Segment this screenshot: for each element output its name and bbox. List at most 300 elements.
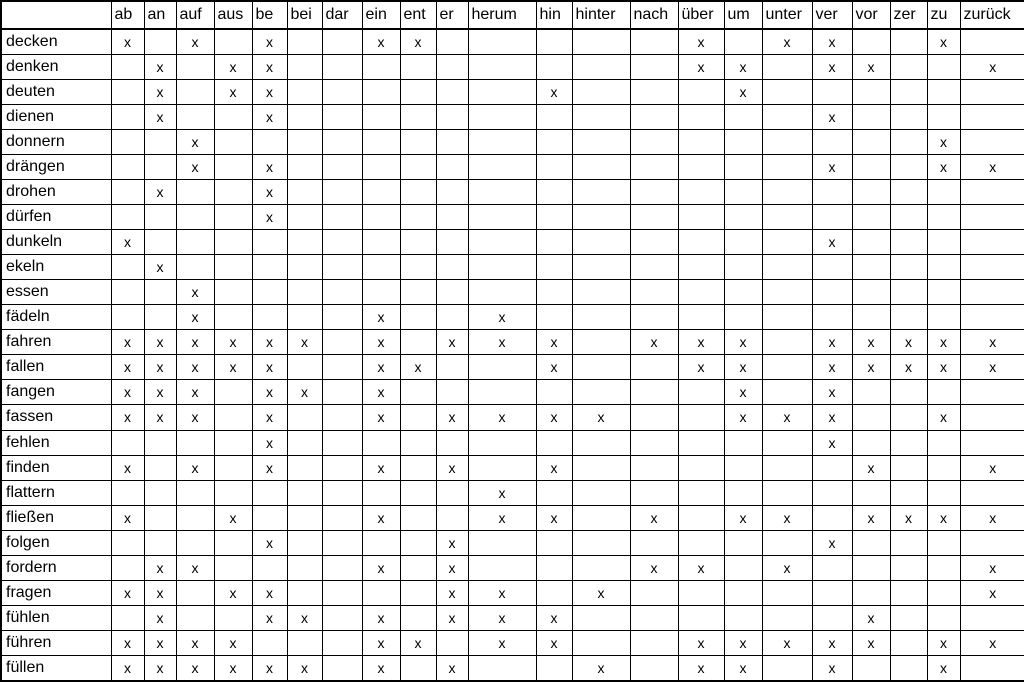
mark-cell	[176, 179, 214, 204]
verb-label: führen	[1, 631, 111, 656]
mark-cell	[630, 179, 678, 204]
mark-cell	[890, 230, 927, 255]
mark-cell	[572, 631, 630, 656]
mark-cell	[252, 255, 287, 280]
table-row	[1, 79, 1024, 104]
mark-cell	[287, 305, 322, 330]
mark-cell	[724, 305, 762, 330]
mark-cell	[812, 580, 852, 605]
mark-cell	[287, 530, 322, 555]
prefix-header-15: um	[724, 1, 762, 29]
table-row	[1, 605, 1024, 630]
mark-cell	[468, 129, 536, 154]
mark-cell: x	[812, 656, 852, 681]
mark-cell	[572, 455, 630, 480]
mark-cell: x	[572, 656, 630, 681]
mark-cell	[927, 430, 960, 455]
prefix-header-2: auf	[176, 1, 214, 29]
mark-cell	[572, 54, 630, 79]
mark-cell	[724, 580, 762, 605]
mark-cell: x	[724, 380, 762, 405]
mark-cell	[762, 305, 812, 330]
mark-cell	[536, 580, 572, 605]
mark-cell	[630, 204, 678, 229]
mark-cell	[322, 179, 362, 204]
mark-cell	[630, 104, 678, 129]
mark-cell	[536, 380, 572, 405]
mark-cell	[572, 305, 630, 330]
mark-cell: x	[176, 280, 214, 305]
mark-cell: x	[812, 330, 852, 355]
mark-cell	[762, 204, 812, 229]
mark-cell	[144, 154, 176, 179]
table-row	[1, 230, 1024, 255]
mark-cell	[724, 280, 762, 305]
mark-cell	[630, 605, 678, 630]
mark-cell	[630, 480, 678, 505]
mark-cell	[762, 380, 812, 405]
mark-cell	[678, 280, 724, 305]
mark-cell: x	[812, 405, 852, 430]
table-row	[1, 480, 1024, 505]
mark-cell	[960, 179, 1024, 204]
mark-cell	[630, 455, 678, 480]
mark-cell	[400, 430, 436, 455]
mark-cell	[724, 605, 762, 630]
mark-cell	[468, 79, 536, 104]
mark-cell: x	[362, 330, 400, 355]
mark-cell	[678, 154, 724, 179]
mark-cell	[176, 530, 214, 555]
verb-label: fordern	[1, 555, 111, 580]
mark-cell: x	[927, 405, 960, 430]
mark-cell: x	[362, 380, 400, 405]
mark-cell	[468, 54, 536, 79]
mark-cell	[252, 480, 287, 505]
table-row	[1, 580, 1024, 605]
mark-cell	[252, 631, 287, 656]
mark-cell: x	[536, 631, 572, 656]
mark-cell	[630, 355, 678, 380]
mark-cell	[890, 54, 927, 79]
mark-cell	[362, 204, 400, 229]
mark-cell: x	[852, 505, 890, 530]
mark-cell	[762, 79, 812, 104]
mark-cell: x	[176, 405, 214, 430]
mark-cell	[176, 505, 214, 530]
mark-cell	[927, 204, 960, 229]
mark-cell	[890, 580, 927, 605]
mark-cell: x	[927, 154, 960, 179]
mark-cell	[400, 530, 436, 555]
mark-cell: x	[111, 505, 144, 530]
mark-cell: x	[468, 580, 536, 605]
mark-cell: x	[144, 631, 176, 656]
mark-cell: x	[287, 330, 322, 355]
mark-cell	[630, 79, 678, 104]
mark-cell	[322, 230, 362, 255]
mark-cell: x	[630, 505, 678, 530]
mark-cell	[927, 305, 960, 330]
mark-cell: x	[400, 631, 436, 656]
mark-cell: x	[852, 330, 890, 355]
mark-cell	[400, 505, 436, 530]
mark-cell: x	[176, 555, 214, 580]
mark-cell: x	[144, 255, 176, 280]
mark-cell	[572, 505, 630, 530]
mark-cell	[724, 204, 762, 229]
mark-cell	[572, 355, 630, 380]
mark-cell	[144, 455, 176, 480]
mark-cell	[724, 430, 762, 455]
mark-cell: x	[252, 179, 287, 204]
verb-label: füllen	[1, 656, 111, 681]
mark-cell	[111, 104, 144, 129]
mark-cell	[362, 280, 400, 305]
mark-cell	[927, 230, 960, 255]
mark-cell	[852, 204, 890, 229]
mark-cell: x	[536, 330, 572, 355]
mark-cell: x	[812, 530, 852, 555]
mark-cell: x	[111, 631, 144, 656]
mark-cell: x	[144, 656, 176, 681]
mark-cell	[812, 480, 852, 505]
mark-cell	[572, 280, 630, 305]
mark-cell	[852, 430, 890, 455]
mark-cell	[890, 255, 927, 280]
mark-cell	[111, 79, 144, 104]
mark-cell: x	[812, 104, 852, 129]
verb-label: fragen	[1, 580, 111, 605]
mark-cell	[678, 430, 724, 455]
mark-cell	[678, 204, 724, 229]
mark-cell: x	[630, 555, 678, 580]
prefix-header-3: aus	[214, 1, 252, 29]
mark-cell	[890, 656, 927, 681]
mark-cell	[762, 580, 812, 605]
mark-cell	[214, 154, 252, 179]
mark-cell: x	[214, 54, 252, 79]
mark-cell: x	[436, 455, 468, 480]
mark-cell	[436, 204, 468, 229]
mark-cell	[287, 129, 322, 154]
mark-cell	[287, 480, 322, 505]
mark-cell: x	[144, 605, 176, 630]
verb-label: folgen	[1, 530, 111, 555]
mark-cell	[144, 29, 176, 54]
mark-cell	[536, 129, 572, 154]
mark-cell	[762, 355, 812, 380]
mark-cell	[960, 605, 1024, 630]
mark-cell	[436, 154, 468, 179]
mark-cell	[678, 380, 724, 405]
verb-label: dienen	[1, 104, 111, 129]
mark-cell	[111, 480, 144, 505]
mark-cell: x	[468, 480, 536, 505]
mark-cell	[852, 555, 890, 580]
mark-cell	[322, 405, 362, 430]
mark-cell: x	[252, 330, 287, 355]
mark-cell	[536, 305, 572, 330]
mark-cell: x	[252, 405, 287, 430]
mark-cell: x	[144, 380, 176, 405]
mark-cell	[214, 255, 252, 280]
mark-cell	[322, 631, 362, 656]
mark-cell	[214, 555, 252, 580]
mark-cell: x	[111, 405, 144, 430]
mark-cell: x	[436, 405, 468, 430]
mark-cell	[468, 455, 536, 480]
mark-cell: x	[214, 505, 252, 530]
mark-cell: x	[252, 656, 287, 681]
mark-cell	[144, 530, 176, 555]
mark-cell	[111, 530, 144, 555]
mark-cell	[927, 555, 960, 580]
mark-cell: x	[144, 580, 176, 605]
verb-label: fassen	[1, 405, 111, 430]
mark-cell	[214, 405, 252, 430]
table-row	[1, 29, 1024, 54]
table-row	[1, 656, 1024, 681]
mark-cell	[400, 230, 436, 255]
mark-cell	[572, 480, 630, 505]
prefix-header-4: be	[252, 1, 287, 29]
mark-cell	[400, 305, 436, 330]
mark-cell	[678, 480, 724, 505]
mark-cell	[111, 605, 144, 630]
mark-cell	[572, 555, 630, 580]
mark-cell: x	[890, 355, 927, 380]
corner-cell	[1, 1, 111, 29]
mark-cell	[400, 54, 436, 79]
mark-cell	[724, 255, 762, 280]
mark-cell	[322, 204, 362, 229]
mark-cell	[572, 29, 630, 54]
mark-cell	[287, 104, 322, 129]
mark-cell	[362, 154, 400, 179]
mark-cell	[678, 530, 724, 555]
prefix-header-10: herum	[468, 1, 536, 29]
mark-cell	[762, 480, 812, 505]
mark-cell	[400, 580, 436, 605]
mark-cell: x	[252, 605, 287, 630]
mark-cell: x	[436, 580, 468, 605]
mark-cell	[890, 405, 927, 430]
mark-cell: x	[812, 430, 852, 455]
mark-cell	[630, 580, 678, 605]
mark-cell	[960, 79, 1024, 104]
mark-cell	[287, 79, 322, 104]
mark-cell	[111, 204, 144, 229]
mark-cell	[890, 280, 927, 305]
table-row	[1, 430, 1024, 455]
mark-cell: x	[852, 355, 890, 380]
mark-cell	[762, 656, 812, 681]
mark-cell	[436, 230, 468, 255]
mark-cell	[214, 380, 252, 405]
mark-cell	[287, 505, 322, 530]
mark-cell: x	[362, 631, 400, 656]
mark-cell	[214, 480, 252, 505]
mark-cell	[572, 79, 630, 104]
mark-cell	[890, 455, 927, 480]
mark-cell: x	[436, 330, 468, 355]
mark-cell	[678, 230, 724, 255]
mark-cell: x	[630, 330, 678, 355]
mark-cell	[287, 355, 322, 380]
verb-label: finden	[1, 455, 111, 480]
mark-cell	[572, 255, 630, 280]
mark-cell	[852, 405, 890, 430]
mark-cell	[852, 380, 890, 405]
mark-cell	[252, 280, 287, 305]
verb-label: decken	[1, 29, 111, 54]
mark-cell	[630, 280, 678, 305]
mark-cell	[630, 530, 678, 555]
mark-cell: x	[724, 54, 762, 79]
mark-cell: x	[176, 129, 214, 154]
mark-cell	[322, 505, 362, 530]
mark-cell: x	[536, 355, 572, 380]
mark-cell	[362, 480, 400, 505]
mark-cell	[111, 430, 144, 455]
verb-label: deuten	[1, 79, 111, 104]
mark-cell	[572, 104, 630, 129]
mark-cell	[400, 405, 436, 430]
mark-cell	[630, 154, 678, 179]
mark-cell: x	[362, 355, 400, 380]
mark-cell	[724, 555, 762, 580]
mark-cell	[960, 204, 1024, 229]
mark-cell	[111, 54, 144, 79]
mark-cell	[287, 204, 322, 229]
mark-cell: x	[111, 230, 144, 255]
mark-cell	[111, 255, 144, 280]
mark-cell: x	[362, 455, 400, 480]
mark-cell	[812, 305, 852, 330]
mark-cell	[678, 129, 724, 154]
mark-cell: x	[852, 605, 890, 630]
mark-cell	[322, 79, 362, 104]
mark-cell: x	[468, 330, 536, 355]
prefix-header-17: ver	[812, 1, 852, 29]
mark-cell	[468, 280, 536, 305]
mark-cell: x	[762, 631, 812, 656]
mark-cell: x	[678, 330, 724, 355]
mark-cell: x	[724, 330, 762, 355]
prefix-header-18: vor	[852, 1, 890, 29]
mark-cell: x	[468, 305, 536, 330]
mark-cell	[322, 580, 362, 605]
mark-cell	[436, 255, 468, 280]
mark-cell: x	[176, 656, 214, 681]
mark-cell	[812, 280, 852, 305]
mark-cell	[678, 455, 724, 480]
mark-cell: x	[362, 505, 400, 530]
mark-cell: x	[724, 631, 762, 656]
mark-cell	[214, 530, 252, 555]
mark-cell	[762, 605, 812, 630]
mark-cell	[572, 179, 630, 204]
mark-cell	[927, 179, 960, 204]
mark-cell: x	[252, 29, 287, 54]
mark-cell	[176, 204, 214, 229]
mark-cell	[762, 255, 812, 280]
mark-cell: x	[214, 580, 252, 605]
mark-cell: x	[111, 29, 144, 54]
mark-cell	[214, 230, 252, 255]
mark-cell: x	[927, 355, 960, 380]
mark-cell	[400, 280, 436, 305]
mark-cell	[144, 505, 176, 530]
mark-cell	[322, 154, 362, 179]
mark-cell	[927, 580, 960, 605]
mark-cell	[724, 230, 762, 255]
mark-cell	[812, 555, 852, 580]
mark-cell	[927, 605, 960, 630]
mark-cell	[812, 79, 852, 104]
mark-cell	[400, 204, 436, 229]
mark-cell	[960, 280, 1024, 305]
mark-cell	[890, 305, 927, 330]
mark-cell	[927, 530, 960, 555]
mark-cell	[852, 230, 890, 255]
mark-cell: x	[960, 455, 1024, 480]
mark-cell	[436, 280, 468, 305]
mark-cell	[144, 204, 176, 229]
mark-cell	[536, 656, 572, 681]
mark-cell: x	[852, 54, 890, 79]
mark-cell	[812, 179, 852, 204]
mark-cell	[536, 104, 572, 129]
mark-cell: x	[960, 54, 1024, 79]
mark-cell	[111, 179, 144, 204]
mark-cell	[890, 555, 927, 580]
table-row	[1, 330, 1024, 355]
mark-cell	[890, 179, 927, 204]
mark-cell	[176, 230, 214, 255]
mark-cell	[362, 530, 400, 555]
mark-cell	[400, 480, 436, 505]
prefix-header-13: nach	[630, 1, 678, 29]
prefix-header-7: ein	[362, 1, 400, 29]
mark-cell	[322, 330, 362, 355]
mark-cell	[536, 255, 572, 280]
mark-cell	[960, 255, 1024, 280]
mark-cell	[762, 455, 812, 480]
mark-cell	[960, 380, 1024, 405]
mark-cell	[927, 380, 960, 405]
mark-cell	[630, 380, 678, 405]
mark-cell	[724, 179, 762, 204]
prefix-header-6: dar	[322, 1, 362, 29]
mark-cell	[890, 530, 927, 555]
mark-cell	[400, 455, 436, 480]
mark-cell	[572, 380, 630, 405]
mark-cell	[960, 405, 1024, 430]
mark-cell	[400, 380, 436, 405]
mark-cell: x	[214, 355, 252, 380]
mark-cell	[572, 530, 630, 555]
mark-cell	[678, 255, 724, 280]
mark-cell	[287, 154, 322, 179]
mark-cell	[852, 530, 890, 555]
mark-cell	[536, 230, 572, 255]
mark-cell	[322, 104, 362, 129]
mark-cell	[287, 430, 322, 455]
mark-cell: x	[176, 330, 214, 355]
mark-cell	[468, 29, 536, 54]
